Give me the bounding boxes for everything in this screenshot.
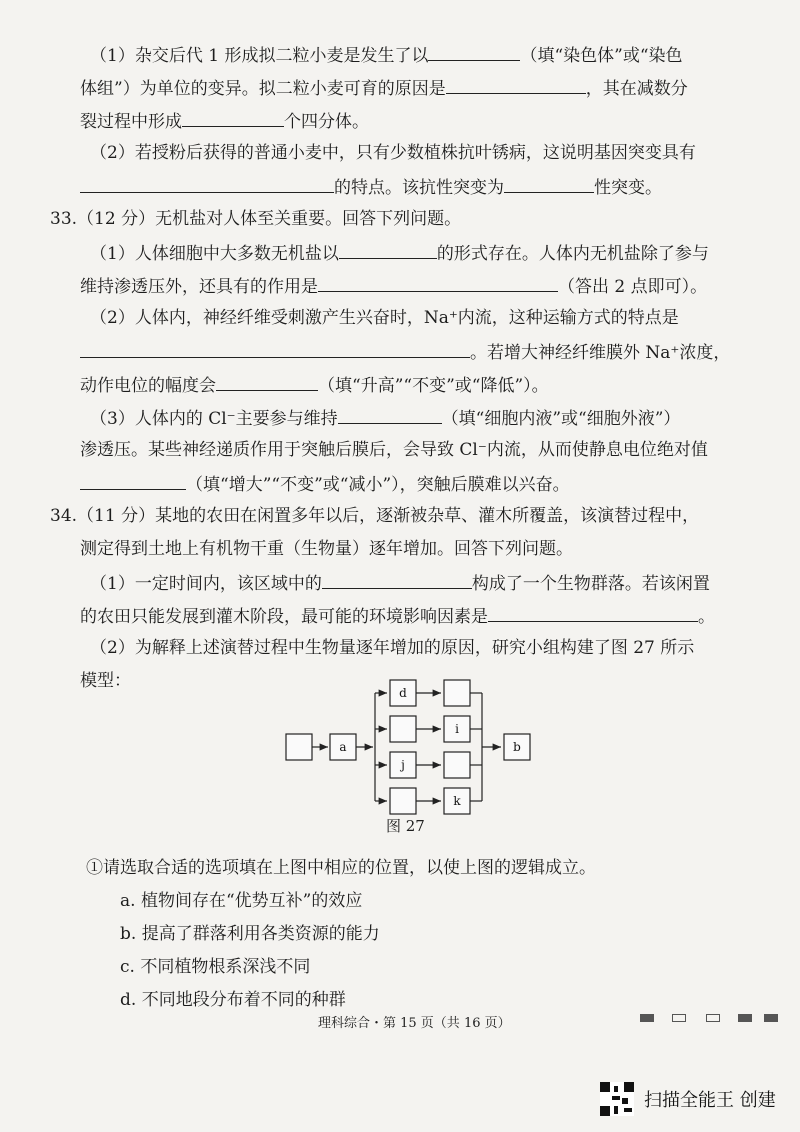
- q32-part1-line1: （1）杂交后代 1 形成拟二粒小麦是发生了以 （填“染色体”或“染色: [90, 42, 683, 68]
- answer-blank[interactable]: [504, 174, 594, 193]
- answer-blank[interactable]: [80, 174, 334, 193]
- diagram-box-empty-c1r4[interactable]: [390, 788, 416, 814]
- option-b: b. 提高了群落利用各类资源的能力: [120, 924, 380, 944]
- figure-caption: 图 27: [386, 817, 425, 835]
- q32-part1-line2: 体组”）为单位的变异。拟二粒小麦可育的原因是 ，其在减数分: [80, 75, 688, 101]
- page-footer: 理科综合・第 15 页（共 16 页）: [318, 1016, 511, 1031]
- q34-header-line1: 34.（11 分）某地的农田在闲置多年以后，逐渐被杂草、灌木所覆盖，该演替过程中，: [50, 506, 700, 526]
- figure-27-diagram: [270, 668, 550, 828]
- answer-blank[interactable]: [80, 471, 186, 490]
- option-d: d. 不同地段分布着不同的种群: [120, 990, 346, 1010]
- diagram-box-empty-c2r1[interactable]: [444, 680, 470, 706]
- option-a: a. 植物间存在“优势互补”的效应: [120, 891, 363, 911]
- q32-part1-line3: 裂过程中形成 个四分体。: [80, 108, 369, 134]
- q34-header-line2: 测定得到土地上有机物干重（生物量）逐年增加。回答下列问题。: [80, 539, 573, 559]
- label-b: b: [513, 740, 521, 754]
- answer-blank[interactable]: [339, 240, 437, 259]
- answer-blank[interactable]: [446, 75, 586, 94]
- option-c: c. 不同植物根系深浅不同: [120, 957, 311, 977]
- answer-blank[interactable]: [338, 405, 442, 424]
- answer-blank[interactable]: [80, 339, 470, 358]
- q34-instruction: ①请选取合适的选项填在上图中相应的位置，以使上图的逻辑成立。: [86, 858, 596, 878]
- diagram-box-empty-left[interactable]: [286, 734, 312, 760]
- answer-blank[interactable]: [216, 372, 318, 391]
- q34-part2-line2: 模型：: [80, 671, 131, 691]
- answer-blank[interactable]: [428, 42, 520, 61]
- diagram-box-empty-c1r2[interactable]: [390, 716, 416, 742]
- q33-part2-line3: 动作电位的幅度会 （填“升高”“不变”或“降低”）。: [80, 372, 549, 398]
- q33-part2-line2: 。若增大神经纤维膜外 Na⁺浓度，: [80, 339, 730, 365]
- q34-part1-line1: （1）一定时间内，该区域中的 构成了一个生物群落。若该闲置: [90, 570, 710, 596]
- label-a: a: [339, 740, 347, 754]
- label-j: j: [401, 758, 405, 772]
- label-i: i: [455, 722, 459, 736]
- label-k: k: [453, 794, 461, 808]
- diagram-box-empty-c2r3[interactable]: [444, 752, 470, 778]
- answer-blank[interactable]: [182, 108, 284, 127]
- answer-blank[interactable]: [488, 603, 698, 622]
- q34-part2-line1: （2）为解释上述演替过程中生物量逐年增加的原因，研究小组构建了图 27 所示: [90, 638, 695, 658]
- q33-part3-line2: 渗透压。某些神经递质作用于突触后膜后，会导致 Cl⁻内流，从而使静息电位绝对值: [80, 440, 708, 460]
- qr-code-icon: [600, 1082, 634, 1116]
- answer-blank[interactable]: [318, 273, 558, 292]
- q33-part3-line3: （填“增大”“不变”或“减小”），突触后膜难以兴奋。: [80, 471, 570, 497]
- answer-blank[interactable]: [322, 570, 472, 589]
- q32-part2-line1: （2）若授粉后获得的普通小麦中，只有少数植株抗叶锈病，这说明基因突变具有: [90, 143, 696, 163]
- watermark-text: 扫描全能王 创建: [644, 1090, 776, 1111]
- q33-part1-line2: 维持渗透压外，还具有的作用是 （答出 2 点即可）。: [80, 273, 707, 299]
- q33-part2-line1: （2）人体内，神经纤维受刺激产生兴奋时，Na⁺内流，这种运输方式的特点是: [90, 308, 679, 328]
- q34-part1-line2: 的农田只能发展到灌木阶段，最可能的环境影响因素是 。: [80, 603, 715, 629]
- q33-part3-line1: （3）人体内的 Cl⁻主要参与维持 （填“细胞内液”或“细胞外液”）: [90, 405, 680, 431]
- q33-part1-line1: （1）人体细胞中大多数无机盐以 的形式存在。人体内无机盐除了参与: [90, 240, 709, 266]
- label-d: d: [399, 686, 407, 700]
- scanner-watermark: [600, 1082, 776, 1116]
- q32-part2-line2: 的特点。该抗性突变为 性突变。: [80, 174, 662, 200]
- q33-header: 33.（12 分）无机盐对人体至关重要。回答下列问题。: [50, 209, 462, 229]
